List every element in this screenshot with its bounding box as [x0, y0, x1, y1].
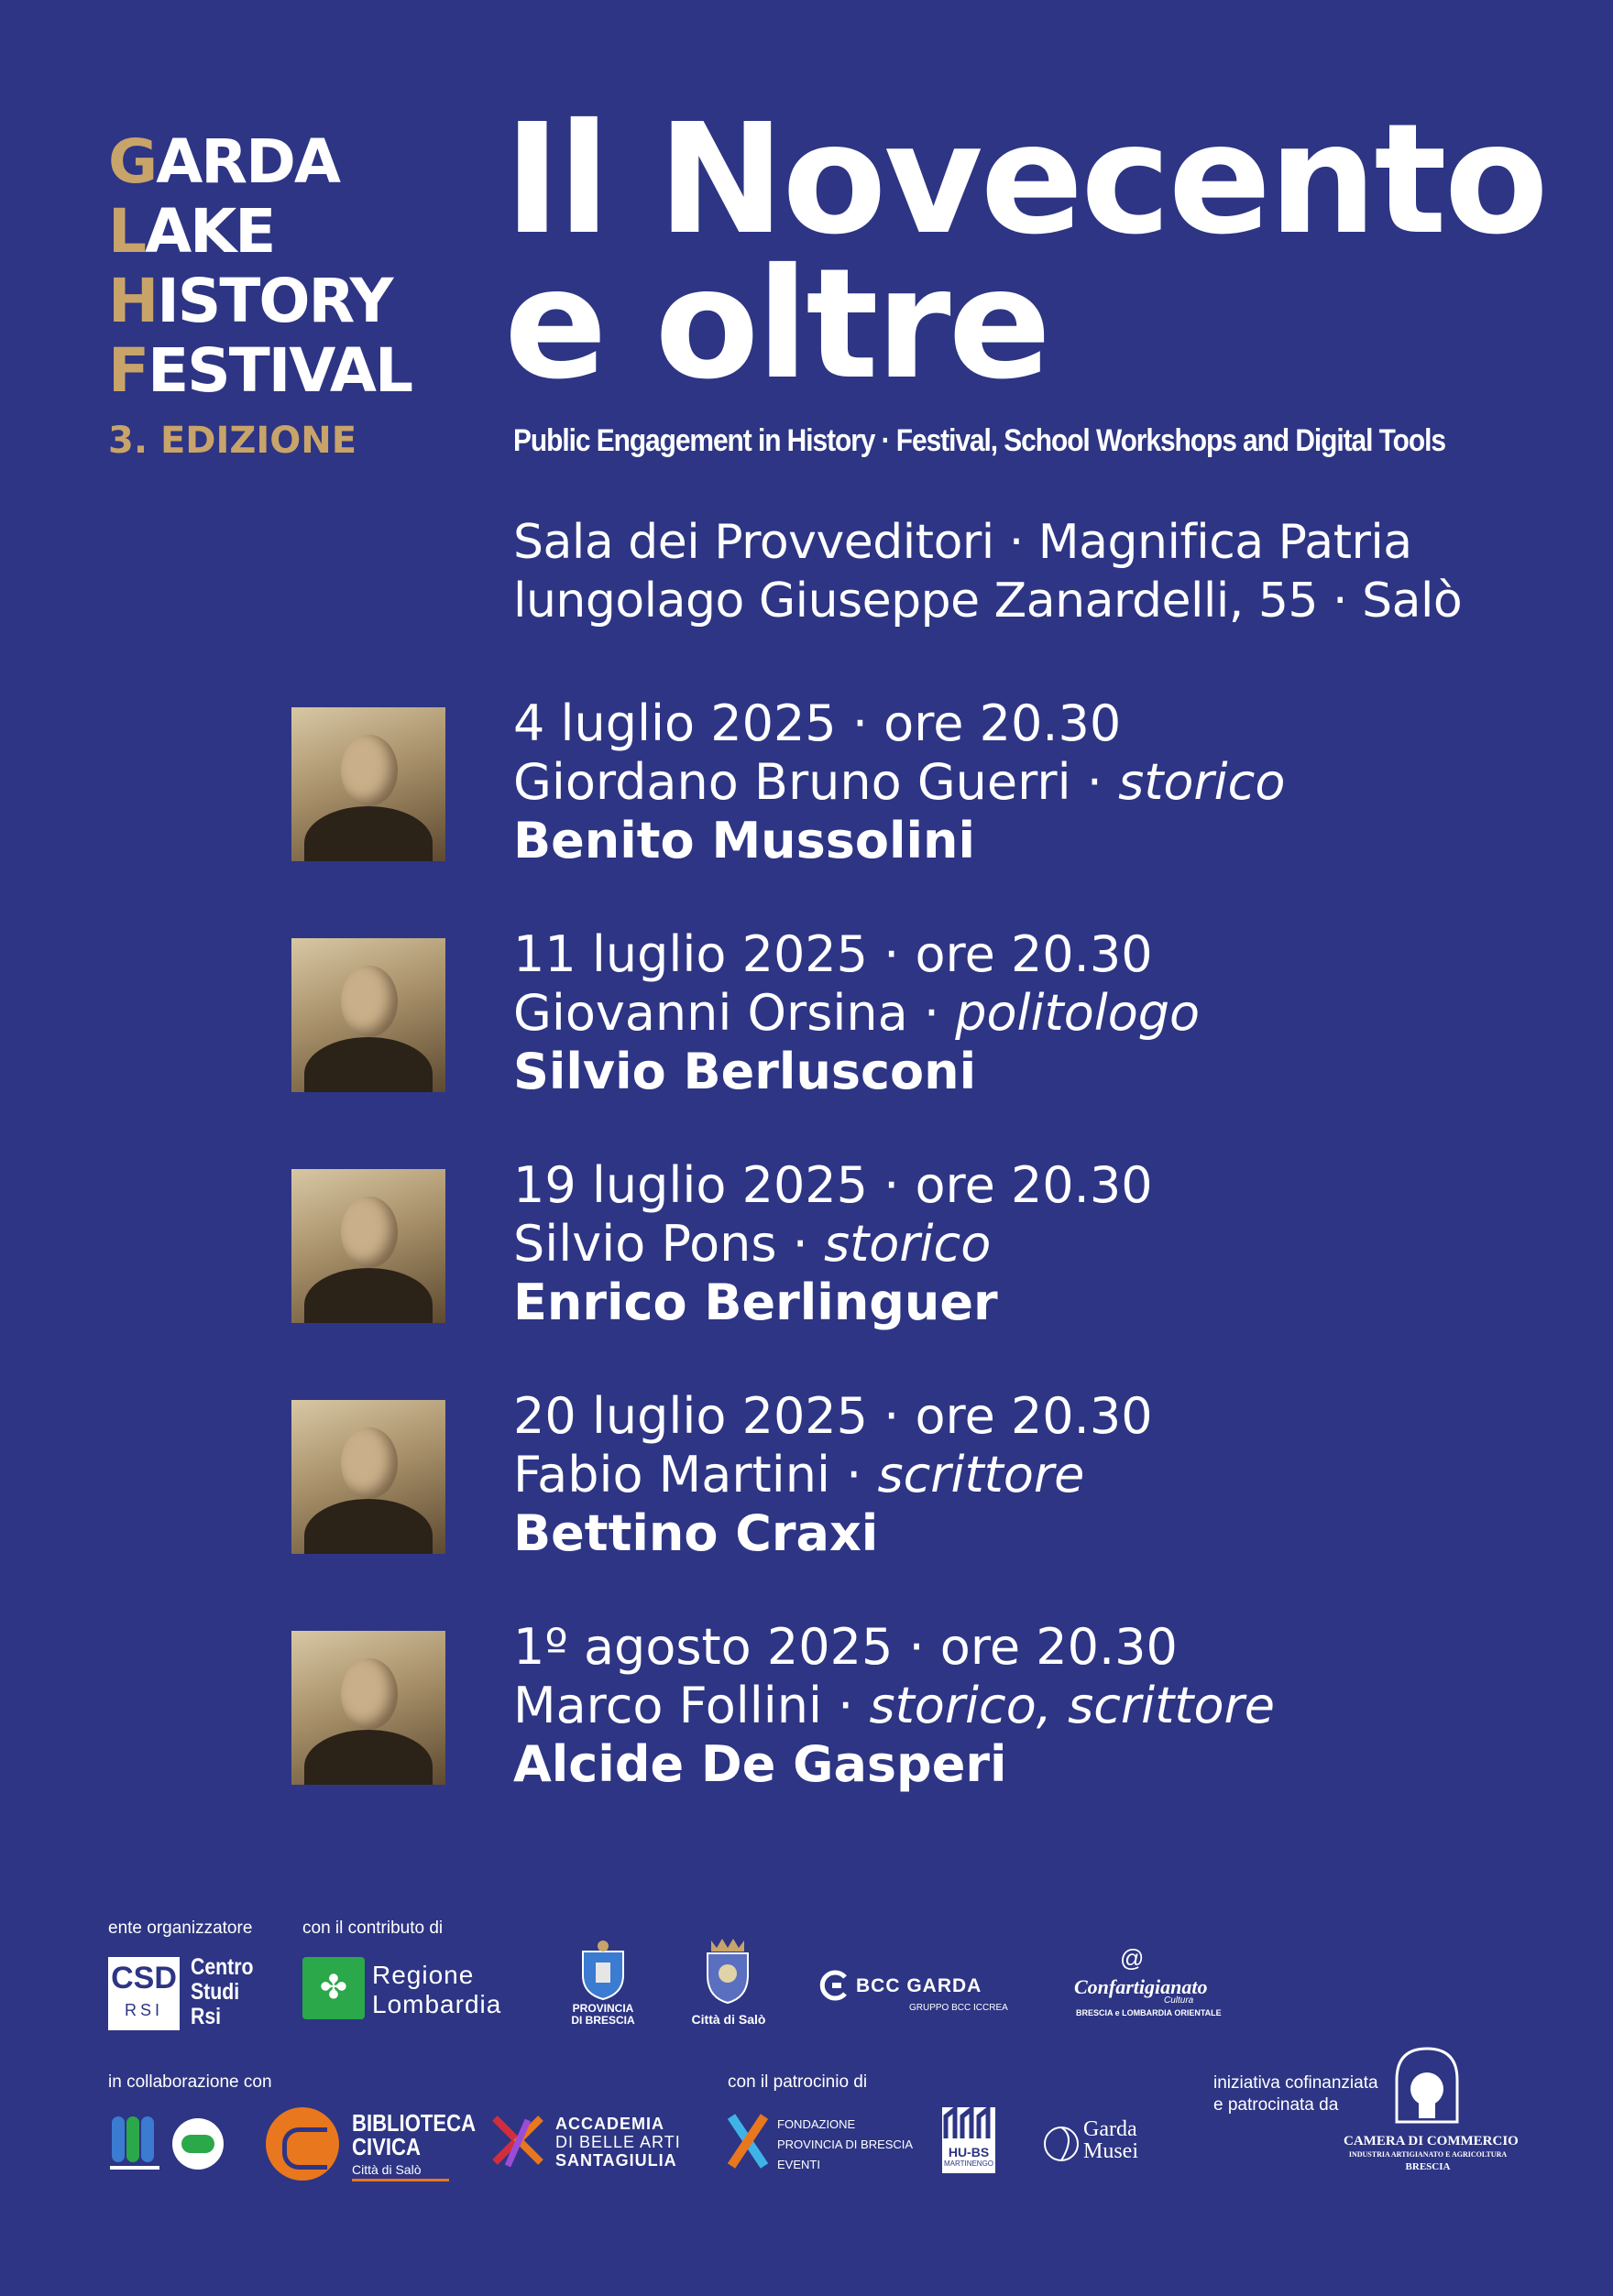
- portrait-photo: [291, 1631, 445, 1785]
- label-cofinanced: iniziativa cofinanziata e patrocinata da: [1213, 2073, 1378, 2115]
- rete-bibliotecaria-logo: [108, 2111, 163, 2175]
- event-role: scrittore: [877, 1446, 1085, 1503]
- event-role: politologo: [955, 984, 1201, 1042]
- accademia-icon: [489, 2113, 546, 2170]
- event-speaker: Giordano Bruno Guerri · storico: [513, 753, 1286, 811]
- event-item: [291, 1618, 1575, 1793]
- label-collaboration: in collaborazione con: [108, 2072, 272, 2092]
- title-line-1: Il Novecento: [504, 92, 1546, 268]
- csd-sub: RSI: [124, 2001, 163, 2019]
- venue-line-1: Sala dei Provveditori · Magnifica Patria: [513, 515, 1412, 570]
- fondazione-text: FONDAZIONE PROVINCIA DI BRESCIA EVENTI: [777, 2117, 914, 2171]
- accademia-text: ACCADEMIA DI BELLE ARTI SANTAGIULIA: [555, 2115, 681, 2170]
- event-date: 11 luglio 2025 · ore 20.30: [513, 925, 1153, 983]
- logo-line-festival: FESTIVAL: [108, 335, 412, 406]
- logo-line-lake: LAKE: [108, 196, 275, 267]
- provincia-text: PROVINCIA DI BRESCIA: [571, 2002, 635, 2027]
- csd-logo: [108, 1957, 180, 2030]
- label-patronage: con il patrocinio di: [728, 2072, 868, 2092]
- biblioteca-sub: Città di Salò: [352, 2162, 449, 2181]
- gardamusei-text: Garda Musei: [1083, 2117, 1138, 2163]
- event-topic: Silvio Berlusconi: [513, 1043, 977, 1100]
- camera-text: CAMERA DI COMMERCIO INDUSTRIA ARTIGIANATO E AGRICOLTURA BRESCIA: [1344, 2134, 1519, 2172]
- csd-text: Centro Studi Rsi: [191, 1954, 254, 2029]
- salo-text: Città di Salò: [691, 2012, 766, 2027]
- event-role: storico: [1118, 753, 1286, 811]
- label-organizer: ente organizzatore: [108, 1919, 253, 1938]
- salo-crest-icon: [698, 1933, 757, 2005]
- round-seal-icon: [172, 2118, 224, 2170]
- page-title: [504, 92, 1546, 413]
- event-date: 4 luglio 2025 · ore 20.30: [513, 694, 1122, 752]
- bcc-icon: [819, 1970, 850, 2001]
- logo-line-garda: GARDA: [108, 126, 339, 197]
- event-date: 19 luglio 2025 · ore 20.30: [513, 1156, 1153, 1214]
- portrait-photo: [291, 1400, 445, 1554]
- event-date: 20 luglio 2025 · ore 20.30: [513, 1387, 1153, 1445]
- confartigianato-sub1: Cultura: [1164, 1995, 1194, 2006]
- biblioteca-text: BIBLIOTECA CIVICA: [352, 2109, 477, 2160]
- portrait-photo: [291, 707, 445, 861]
- bcc-sub: GRUPPO BCC ICCREA: [909, 2003, 1008, 2013]
- label-contribution: con il contributo di: [302, 1919, 444, 1938]
- event-role: storico: [823, 1215, 992, 1273]
- confartigianato-sub2: BRESCIA e LOMBARDIA ORIENTALE: [1076, 2008, 1222, 2017]
- hubs-logo: HU-BS MARTINENGO: [942, 2107, 995, 2173]
- event-topic: Enrico Berlinguer: [513, 1274, 998, 1331]
- subtitle: Public Engagement in History · Festival, School Workshops and Digital Tools: [513, 423, 1445, 458]
- lombardia-text: Regione Lombardia: [372, 1961, 502, 2018]
- provincia-crest-icon: [576, 1939, 631, 2001]
- portrait-photo: [291, 1169, 445, 1323]
- lombardia-rose-icon: ✤: [302, 1957, 365, 2019]
- logo-line-history: HISTORY: [108, 266, 392, 336]
- event-item: [291, 1156, 1575, 1331]
- confartigianato-icon: @: [1120, 1944, 1145, 1972]
- event-date: 1º agosto 2025 · ore 20.30: [513, 1618, 1178, 1676]
- event-topic: Benito Mussolini: [513, 812, 975, 869]
- biblioteca-icon: [266, 2107, 339, 2181]
- gardamusei-icon: [1043, 2116, 1085, 2166]
- fondazione-icon: [728, 2113, 768, 2170]
- event-topic: Alcide De Gasperi: [513, 1735, 1007, 1793]
- event-topic: Bettino Craxi: [513, 1504, 879, 1562]
- camera-seal-icon: [1391, 2043, 1463, 2127]
- event-item: [291, 694, 1575, 869]
- title-line-2: e oltre: [504, 236, 1049, 413]
- portrait-photo: [291, 938, 445, 1092]
- bcc-name: BCC GARDA: [856, 1975, 982, 1996]
- csd-mark: CSD: [111, 1961, 177, 1995]
- event-role: storico, scrittore: [869, 1677, 1275, 1734]
- event-speaker: Giovanni Orsina · politologo: [513, 984, 1201, 1042]
- venue-line-2: lungolago Giuseppe Zanardelli, 55 · Salò: [513, 574, 1463, 629]
- event-item: [291, 925, 1575, 1100]
- event-speaker: Marco Follini · storico, scrittore: [513, 1677, 1275, 1734]
- event-speaker: Fabio Martini · scrittore: [513, 1446, 1085, 1503]
- confartigianato-name: Confartigianato: [1074, 1975, 1208, 1998]
- edition-label: 3. EDIZIONE: [108, 420, 357, 462]
- event-item: [291, 1387, 1575, 1562]
- event-speaker: Silvio Pons · storico: [513, 1215, 992, 1273]
